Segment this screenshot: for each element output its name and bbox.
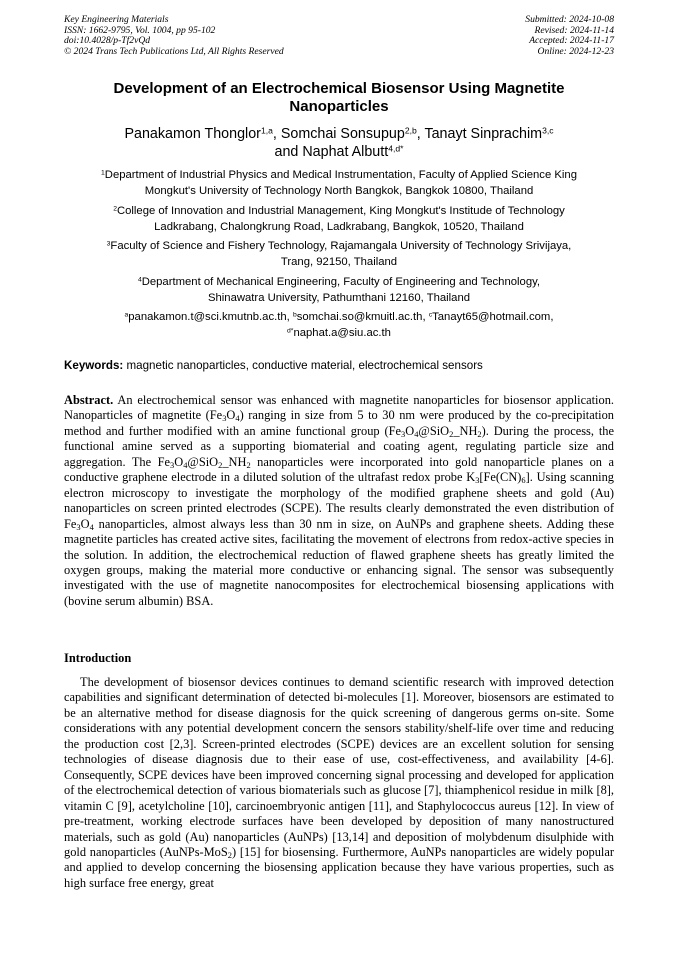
affiliation-line: Trang, 92150, Thailand — [280, 255, 398, 268]
affiliation-sup: 3 — [106, 240, 111, 248]
subscript: 6 — [521, 475, 526, 486]
journal-name: Key Engineering Materials — [64, 14, 169, 25]
abstract-text: An electrochemical sensor was enhanced with magnetite nanoparticles for biosensor application. Nanoparticles of magnetite (Fe — [64, 393, 614, 423]
affiliation-line: College of Innovation and Industrial Management, King Mongkut's Institude of Technology — [116, 205, 565, 217]
email-link[interactable]: naphat.a@siu.ac.th — [293, 326, 391, 339]
abstract-text: @SiO — [418, 423, 450, 438]
abstract-text: O — [405, 423, 415, 438]
author-name: and Naphat Albutt — [274, 144, 389, 160]
author-name: Tanayt Sinprachim — [424, 126, 543, 142]
subscript: 2 — [477, 429, 482, 439]
online-date: Online: 2024-12-23 — [537, 45, 614, 57]
author-sup: 4,d* — [388, 143, 404, 154]
affiliation-line: Ladkrabang, Chalongkrung Road, Ladkrabang, Bangkok, 10520, Thailand — [154, 220, 524, 233]
author-separator: , — [272, 126, 281, 142]
introduction-paragraph — [64, 675, 614, 891]
abstract-text: nanoparticles, almost always less than 30 nm in size, on AuNPs and graphene sheets. Adding these magnetite particles has created active sites, facilitating the movement of electrons from redox-active species in the solution. In addition, the electrochemical reduction of flawed graphene sheets has greatly limited the oxygen groups, making the material more conductive or enhancing signal. The sensor was subsequently investigated with the use of magnetite nanocomposites for electrochemical biosensing applications with (bovine serum albumin) BSA. — [64, 516, 614, 608]
subscript: 4 — [183, 459, 188, 470]
journal-header-left — [64, 15, 284, 57]
abstract-text: nanoparticles were incorporated into gold nanoparticle planes on a conductive graphene electrode in a diluted solution of the ultrafast redox probe K — [64, 454, 615, 485]
abstract-text: ). During the process, the functional amine served as a supporting biomaterial and coating agent, regulating particle size and aggregation. The Fe — [64, 423, 614, 469]
subscript: 4 — [414, 429, 419, 439]
abstract-label: Abstract. — [64, 393, 114, 407]
author-line-2 — [64, 143, 614, 161]
subscript: 2 — [449, 429, 454, 439]
author-name: Panakamon Thonglor — [124, 126, 261, 142]
subscript: 2 — [246, 459, 251, 470]
abstract-text: O — [80, 516, 90, 531]
intro-text: ) [15] for biosensing. Furthermore, AuNPs nanoparticles are widely popular and applied to develop concerning the biosensing application because they have various properties, such as high surface free energy, great — [64, 844, 614, 890]
subscript: 3 — [222, 413, 227, 424]
subscript: 3 — [475, 475, 480, 486]
title-line-2: Nanoparticles — [289, 98, 389, 115]
subscript: 3 — [170, 459, 175, 470]
email-sup: b — [292, 311, 297, 319]
intro-text: The development of biosensor devices continues to demand scientific research with improved detection capabilities and significant determination of detected bi-molecules [1]. Moreover, biosensors are estimated to be an alternative method for disease diagnosis for the quick screening of dangerous germs on-site. Some considerations with any potential development concern the sensors stability/shelf-life over time and reducing the production cost [2,3]. Screen-printed electrodes (SCPE) devices are an excellent solution for sensing technologies of disease diagnosis due to their ease of use, cost-effectiveness, and availability [4-6]. Consequently, SCPE devices have been improved concerning signal processing and developed for application of the electrochemical detection of various biomaterials such as glucose [7], thiamphenicol residue in milk [8], vitamin C [9], acetylcholine [10], carcinoembryonic antigen [11], and Staphylococcus aureus [12]. In view of pre-treatment, working electrode surfaces have been developed by deposition of many nanostructured materials, such as gold (Au) nanoparticles (AuNPs) [13,14] and deposition of molybdenum disulphide with gold nanoparticles (AuNPs-MoS — [64, 675, 614, 859]
subscript: 2 — [227, 850, 232, 861]
abstract-text: _NH — [222, 454, 247, 469]
title-line-1: Development of an Electrochemical Biosensor Using Magnetite — [113, 80, 565, 97]
keywords — [64, 359, 614, 373]
author-sup: 2,b — [404, 125, 417, 136]
keywords-text: magnetic nanoparticles, conductive material, electrochemical sensors — [123, 359, 483, 372]
subscript: 4 — [89, 521, 94, 532]
doi-line: doi:10.4028/p-Tf2vQd — [64, 35, 151, 47]
affiliation-line: Faculty of Science and Fishery Technology, Rajamangala University of Technology Srivijaya, — [110, 240, 572, 252]
abstract — [64, 393, 614, 609]
affiliation-line: Shinawatra University, Pathumthani 12160, Thailand — [207, 291, 471, 304]
author-list — [64, 125, 614, 161]
subscript: 2 — [218, 459, 223, 470]
keywords-label: Keywords: — [64, 359, 124, 372]
abstract-text: ]. Using scanning electron microscopy to investigate the morphology of the modified graphene sheets and gold (Au) nanoparticles on screen printed electrodes (SCPE). The results clearly demonstrated the even distribution of Fe — [64, 470, 614, 531]
author-sup: 3,c — [542, 125, 554, 136]
email-sup: d* — [287, 326, 294, 334]
affiliation-line: Department of Industrial Physics and Medical Instrumentation, Faculty of Applied Science King — [104, 169, 577, 181]
affiliation-sup: 1 — [101, 169, 105, 177]
subscript: 3 — [401, 429, 406, 439]
section-title-introduction: Introduction — [64, 651, 132, 665]
affiliation-sup: 2 — [113, 205, 117, 213]
abstract-text: @SiO — [187, 454, 219, 469]
author-line-1 — [64, 125, 614, 143]
affiliation-sup: 4 — [137, 276, 142, 284]
submitted-date: Submitted: 2024-10-08 — [525, 14, 614, 25]
abstract-text: O — [226, 408, 236, 423]
email-link[interactable]: Tanayt65@hotmail.com, — [432, 311, 554, 323]
accepted-date: Accepted: 2024-11-17 — [529, 35, 614, 47]
affiliation-4 — [64, 275, 614, 306]
author-name: Somchai Sonsupup — [280, 126, 405, 142]
paper-title — [64, 80, 614, 116]
abstract-text: ) ranging in size from 5 to 30 nm were produced by the co-precipitation method and further modified with an amine functional group (Fe — [64, 408, 615, 438]
journal-header-right — [525, 15, 614, 57]
affiliation-2 — [64, 204, 614, 235]
author-separator: , — [416, 126, 425, 142]
subscript: 4 — [235, 413, 240, 424]
affiliation-1 — [64, 168, 614, 199]
email-sup: a — [124, 311, 129, 319]
subscript: 3 — [76, 521, 81, 532]
email-sup: c — [428, 311, 433, 319]
copyright-line: © 2024 Trans Tech Publications Ltd, All Rights Reserved — [64, 45, 284, 57]
revised-date: Revised: 2024-11-14 — [534, 24, 614, 36]
abstract-text: _NH — [453, 423, 478, 438]
issn-line: ISSN: 1662-9795, Vol. 1004, pp 95-102 — [64, 24, 216, 36]
abstract-text: O — [174, 454, 184, 469]
email-link[interactable]: panakamon.t@sci.kmutnb.ac.th, — [128, 311, 293, 323]
email-link[interactable]: somchai.so@kmuitl.ac.th, — [296, 311, 429, 323]
author-sup: 1,a — [260, 125, 273, 136]
abstract-text: [Fe(CN) — [479, 470, 522, 485]
affiliation-line: Department of Mechanical Engineering, Faculty of Engineering and Technology, — [141, 276, 541, 288]
affiliation-line: Mongkut's University of Technology North Bangkok, Bangkok 10800, Thailand — [144, 184, 534, 197]
affiliation-3 — [64, 239, 614, 270]
author-emails — [64, 310, 614, 341]
